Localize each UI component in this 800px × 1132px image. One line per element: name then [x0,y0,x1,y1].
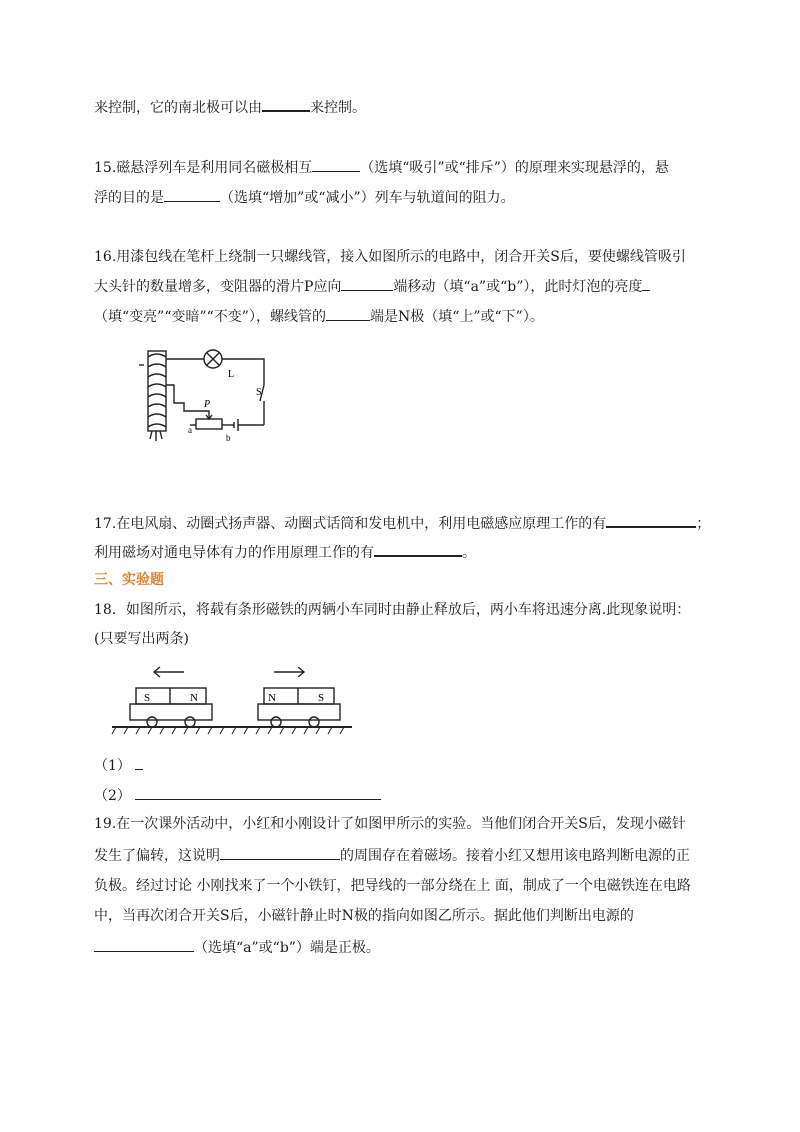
q16-text-3a: （填“变亮”“变暗”“不变”），螺线管的 [94,309,326,325]
q18-answer-1-blank [135,755,143,770]
cart-1-body [130,704,212,720]
q16-circuit-figure [134,345,284,450]
q16-text-2b: 端移动（填“a”或“b”），此时灯泡的亮度 [393,279,643,295]
cart-1-pole-left: S [144,692,151,704]
q17-text-1b: ； [696,516,711,532]
cart-1-wheel-right [185,717,195,727]
q14-text-b: 来控制。 [310,100,366,116]
q19-text-3: 负极。经过讨论 小刚找来了一个小铁钉，把导线的一部分绕在上 面，制成了一个电磁铁连在电路 [94,878,691,894]
q19-line-5 [94,937,380,958]
q16-line-3 [94,306,544,327]
cart-2-body [258,704,340,720]
q15-text-2b: （选填“增加”或“减小”）列车与轨道间的阻力。 [220,190,515,206]
pins [150,431,162,441]
q15-text-1b: （选填“吸引”或“排斥”）的原理来实现悬浮的，悬 [360,160,669,176]
cart-1-wheel-left [147,717,157,727]
label-S: S [256,387,262,398]
q18-answer-2 [94,785,381,806]
q17-line-1 [94,512,710,534]
q16-blank-1 [341,276,393,291]
q17-blank-1 [606,512,696,528]
q17-text-2a: 利用磁场对通电导体有力的作用原理工作的有 [94,545,374,561]
q14-blank [262,96,310,112]
q19-line-1 [94,814,686,834]
cart-2-pole-left: N [268,692,276,704]
q17-text-1a: 17.在电风扇、动圈式扬声器、动圈式话筒和发电机中，利用电磁感应原理工作的有 [94,516,607,532]
q19-text-2a: 发生了偏转，这说明 [94,848,220,864]
cart-2-wheel-left [271,717,281,727]
slider-wire [166,385,209,419]
q16-text-2a: 大头针的数量增多，变阻器的滑片P应向 [94,279,342,295]
q19-text-2b: 的周围存在着磁场。接着小红又想用该电路判断电源的正 [340,848,690,864]
q16-text-1: 16.用漆包线在笔杆上绕制一只螺线管，接入如图所示的电路中，闭合开关S后，要使螺线管吸引 [94,249,686,265]
solenoid-core [148,351,166,431]
battery-icon [234,419,238,431]
q15-text-1a: 15.磁悬浮列车是利用同名磁极相互 [94,160,313,176]
q18-line-2 [94,629,189,649]
rheostat [196,419,222,429]
q16-line-1 [94,247,686,267]
q15-line-1 [94,157,669,178]
q16-blank-3 [326,306,370,321]
q18-line-1 [94,600,690,620]
q19-line-2 [94,845,690,866]
q19-text-4: 中，当再次闭合开关S后，小磁针静止时N极的指向如图乙所示。据此他们判断出电源的 [94,908,634,924]
q19-text-5: （选填“a”或“b”）端是正极。 [194,940,380,956]
q17-blank-2 [374,541,462,557]
q14-tail-line [94,96,366,118]
q18-answer-2-label: （2） [94,788,131,804]
q15-blank-1 [312,157,360,172]
q16-line-2 [94,276,650,297]
solenoid-coils [148,354,166,427]
label-b: b [226,433,231,443]
label-L: L [228,369,235,380]
label-P: P [204,399,211,410]
q14-text-a: 来控制，它的南北极可以由 [94,100,262,116]
q19-line-4 [94,906,634,926]
cart-2-pole-right: S [318,692,325,704]
q18-answer-1 [94,755,143,776]
q19-blank-2 [94,937,194,952]
q18-answer-1-label: （1） [94,758,131,774]
q18-carts-figure [108,660,358,740]
q15-blank-2 [164,187,220,202]
q18-text-2: (只要写出两条) [94,631,189,647]
q19-blank-1 [220,845,340,860]
q19-text-1: 19.在一次课外活动中，小红和小刚设计了如图甲所示的实验。当他们闭合开关S后，发现小磁针 [94,816,686,832]
cart-1-pole-right: N [190,692,198,704]
q16-text-3b: 端是N极（填“上”或“下”）。 [369,309,544,325]
label-a: a [188,425,192,435]
cart-2-wheel-right [309,717,319,727]
q18-answer-2-blank [135,785,381,800]
q17-text-2b: 。 [462,545,476,561]
q17-line-2 [94,541,476,563]
q19-line-3 [94,876,691,896]
q15-line-2 [94,187,515,208]
section-heading-experiments: 三、实验题 [94,572,164,588]
q15-text-2a: 浮的目的是 [94,190,164,206]
q16-blank-2 [642,276,650,291]
q18-text-1: 18．如图所示，将载有条形磁铁的两辆小车同时由静止释放后，两小车将迅速分离.此现象说明： [94,602,691,618]
